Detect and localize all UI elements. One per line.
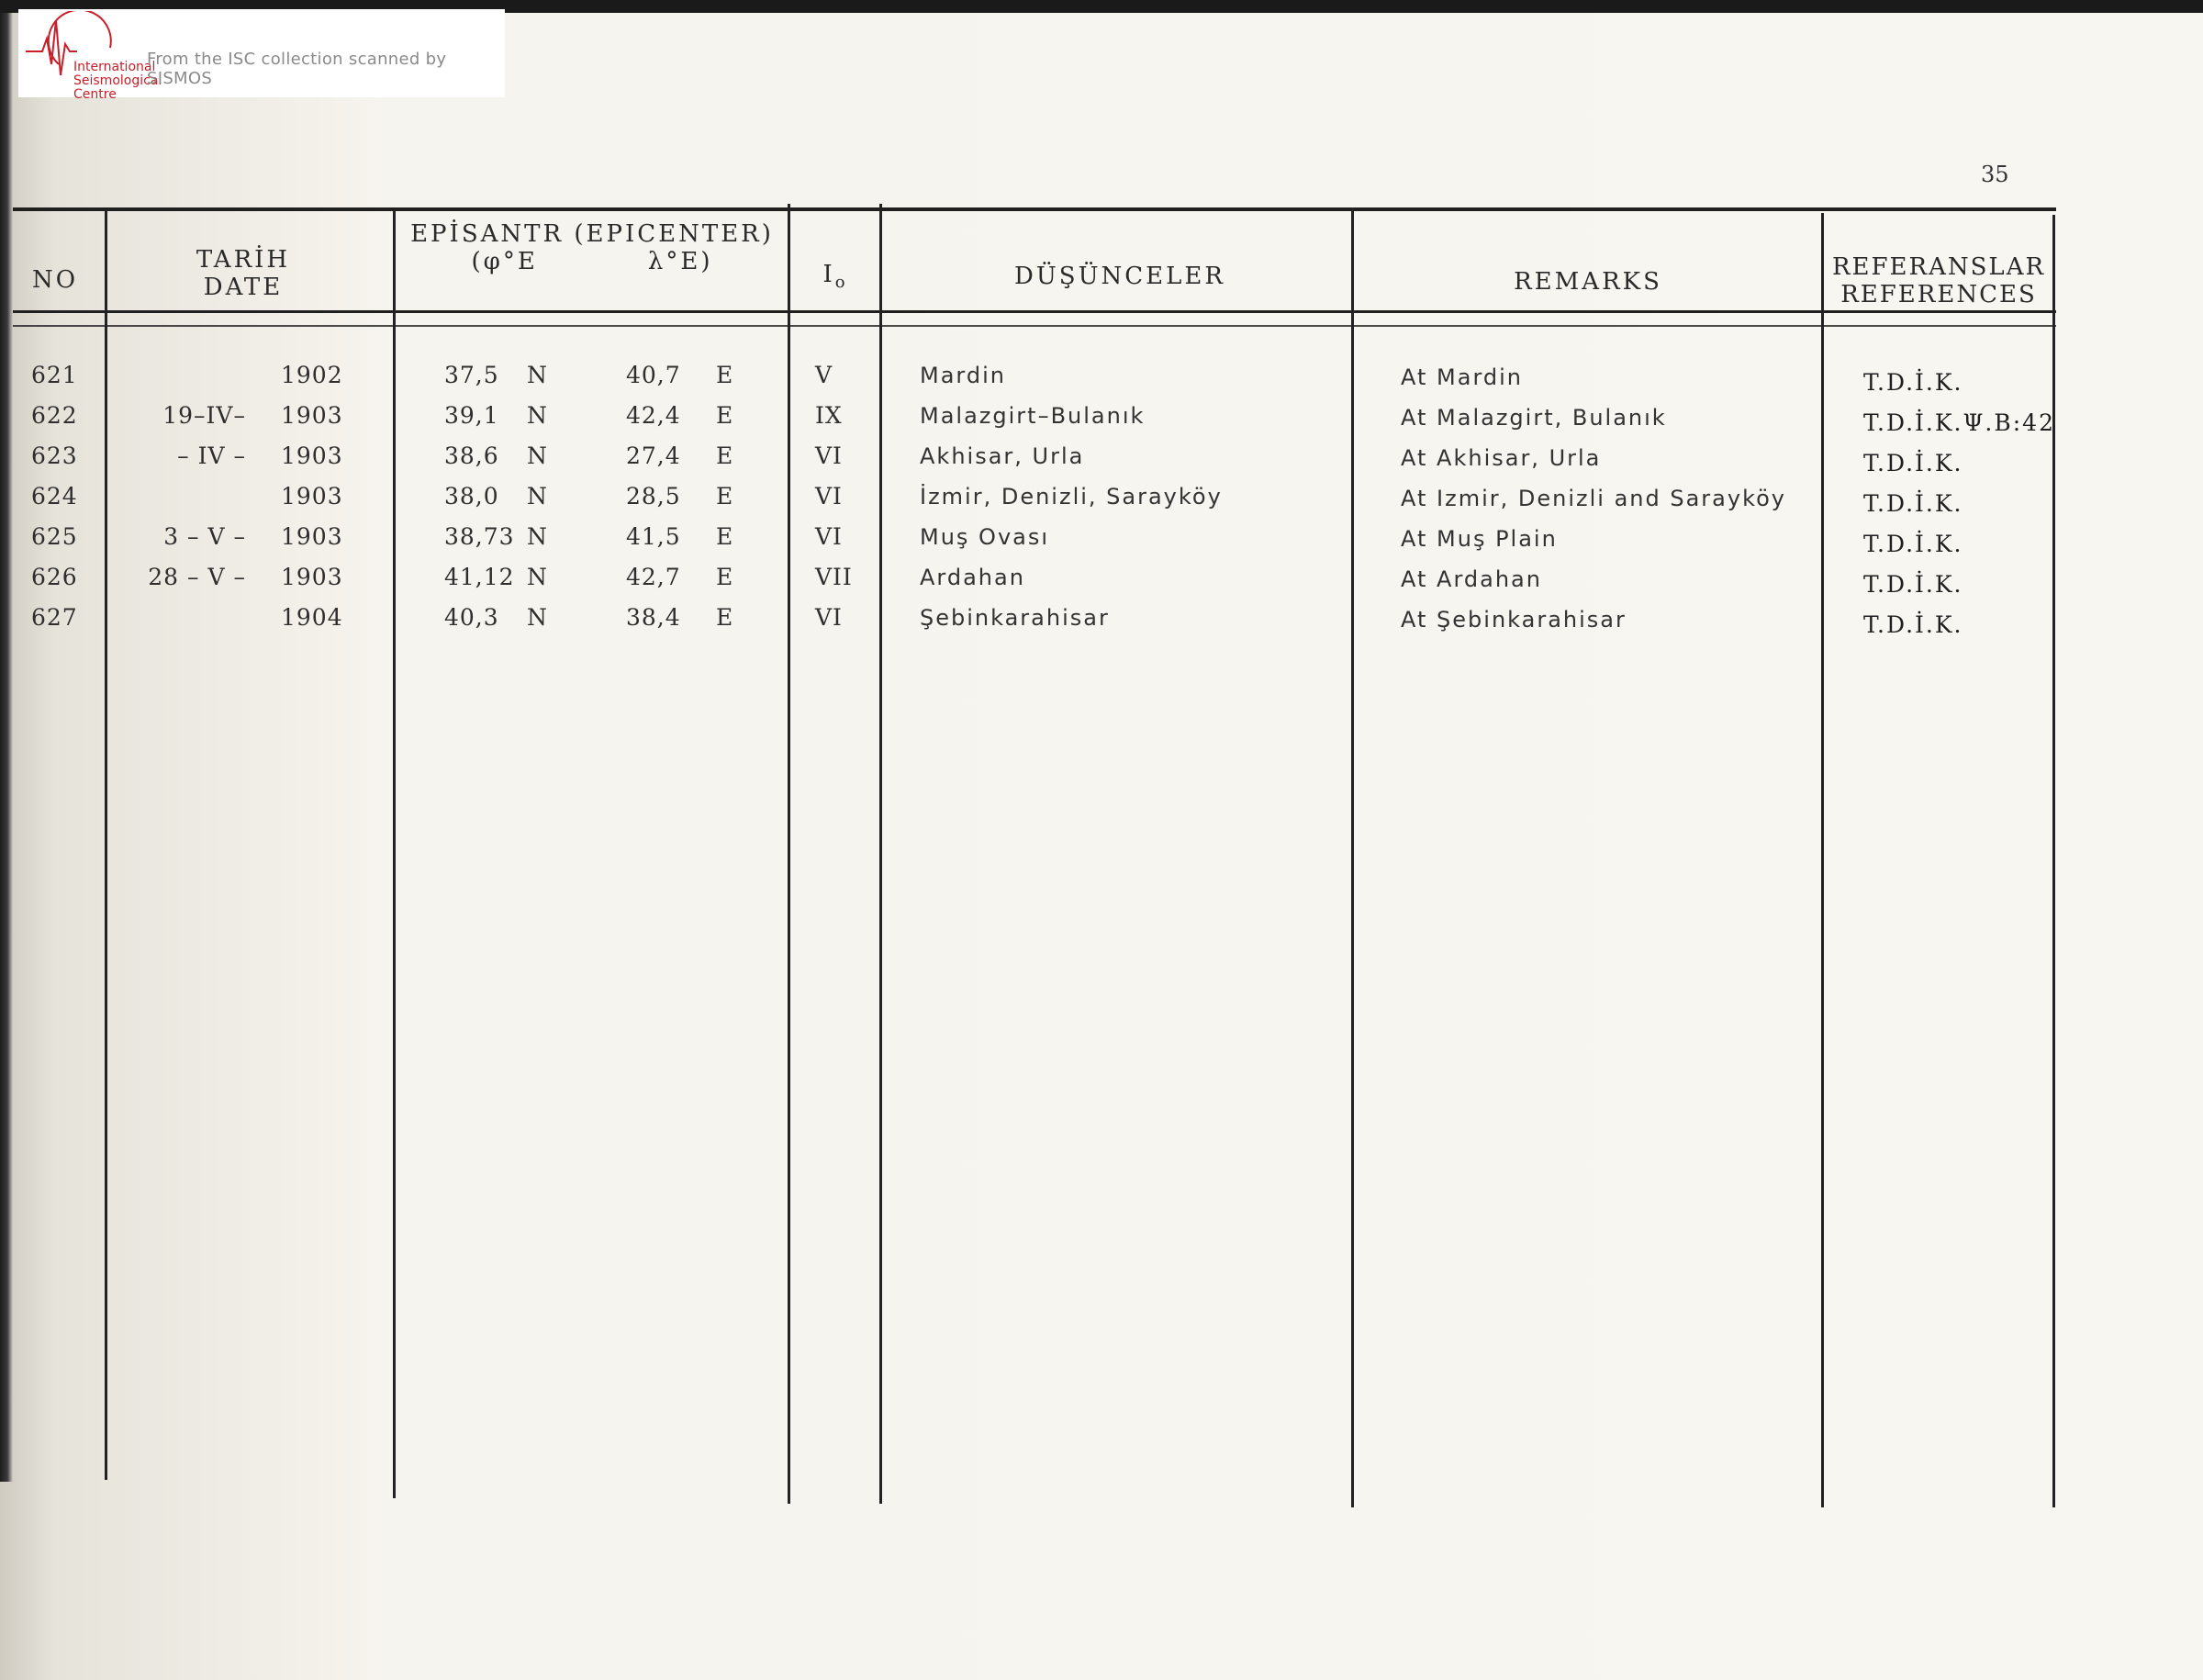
row-notes: Ardahan xyxy=(920,565,1025,590)
col-sep-notes xyxy=(1351,207,1354,1507)
row-no: 623 xyxy=(31,442,78,469)
row-year: 1903 xyxy=(281,483,343,510)
row-no: 624 xyxy=(31,483,78,510)
row-latitude-dir: N xyxy=(527,402,548,429)
row-latitude: 38,0 xyxy=(444,483,499,510)
header-epicenter-coords xyxy=(404,248,780,275)
row-longitude-dir: E xyxy=(716,402,734,429)
row-year: 1904 xyxy=(281,604,343,631)
row-reference: T.D.İ.K.Ψ.B:42 xyxy=(1863,409,2055,436)
row-remarks: At Şebinkarahisar xyxy=(1401,607,1627,633)
header-remarks xyxy=(1377,268,1799,296)
row-day-month: 28 – V – xyxy=(148,564,246,590)
row-year: 1903 xyxy=(281,442,343,469)
row-reference: T.D.İ.K. xyxy=(1863,571,1963,598)
row-latitude: 40,3 xyxy=(444,604,499,631)
col-sep-remarks xyxy=(1821,213,1824,1507)
header-date xyxy=(156,246,330,301)
row-latitude: 38,6 xyxy=(444,442,499,469)
col-sep-date xyxy=(393,209,396,1498)
row-longitude: 27,4 xyxy=(626,442,681,469)
row-intensity: VI xyxy=(815,523,843,550)
row-latitude-dir: N xyxy=(527,483,548,510)
row-day-month: 19–IV– xyxy=(162,402,246,429)
col-sep-no xyxy=(105,209,107,1480)
row-no: 622 xyxy=(31,402,78,429)
row-latitude-dir: N xyxy=(527,564,548,590)
page-number: 35 xyxy=(1981,162,2009,187)
row-intensity: IX xyxy=(815,402,843,429)
row-latitude: 39,1 xyxy=(444,402,499,429)
table-top-rule xyxy=(13,207,2056,211)
row-remarks: At Akhisar, Urla xyxy=(1401,445,1602,471)
row-intensity: VII xyxy=(815,564,853,590)
row-intensity: VI xyxy=(815,483,843,510)
header-refs-en: REFERENCES xyxy=(1840,281,2037,308)
header-no-label: NO xyxy=(31,266,79,294)
header-intensity-label: I xyxy=(822,261,835,288)
row-longitude: 42,7 xyxy=(626,564,681,590)
row-longitude: 40,7 xyxy=(626,362,681,388)
header-bottom-rule-2 xyxy=(13,325,2056,327)
row-year: 1903 xyxy=(281,523,343,550)
row-longitude-dir: E xyxy=(716,564,734,590)
row-year: 1903 xyxy=(281,564,343,590)
header-intensity-sub: o xyxy=(834,273,848,293)
row-remarks: At Mardin xyxy=(1401,364,1524,390)
row-no: 626 xyxy=(31,564,78,590)
row-longitude-dir: E xyxy=(716,604,734,631)
row-intensity: V xyxy=(815,362,833,388)
row-reference: T.D.İ.K. xyxy=(1863,611,1963,638)
header-notes-label: DÜŞÜNCELER xyxy=(1014,263,1225,290)
row-notes: Şebinkarahisar xyxy=(920,605,1110,631)
header-notes xyxy=(900,263,1340,290)
row-notes: İzmir, Denizli, Sarayköy xyxy=(920,484,1223,510)
row-longitude: 38,4 xyxy=(626,604,681,631)
header-no xyxy=(18,266,92,294)
row-notes: Malazgirt–Bulanık xyxy=(920,403,1146,429)
header-remarks-label: REMARKS xyxy=(1514,268,1662,296)
row-longitude-dir: E xyxy=(716,483,734,510)
row-notes: Muş Ovası xyxy=(920,524,1050,550)
row-latitude: 37,5 xyxy=(444,362,499,388)
header-epicenter xyxy=(404,220,780,275)
row-latitude: 38,73 xyxy=(444,523,515,550)
row-reference: T.D.İ.K. xyxy=(1863,450,1963,476)
row-longitude-dir: E xyxy=(716,442,734,469)
row-longitude-dir: E xyxy=(716,523,734,550)
row-reference: T.D.İ.K. xyxy=(1863,490,1963,517)
isc-org-line: Centre xyxy=(73,87,117,102)
row-day-month: 3 – V – xyxy=(163,523,246,550)
header-date-en: DATE xyxy=(203,274,284,301)
row-longitude-dir: E xyxy=(716,362,734,388)
header-bottom-rule xyxy=(13,310,2056,313)
header-lat-label: (φ°E xyxy=(471,248,538,275)
header-lon-label: λ°E) xyxy=(647,248,713,275)
row-latitude-dir: N xyxy=(527,523,548,550)
row-year: 1902 xyxy=(281,362,343,388)
scan-binding-edge xyxy=(0,13,13,1482)
row-intensity: VI xyxy=(815,442,843,469)
isc-org-line: International xyxy=(73,60,156,74)
col-sep-epicenter xyxy=(788,204,790,1504)
row-notes: Akhisar, Urla xyxy=(920,443,1085,469)
row-year: 1903 xyxy=(281,402,343,429)
row-reference: T.D.İ.K. xyxy=(1863,369,1963,396)
isc-org-line: Seismological xyxy=(73,73,162,88)
header-epicenter-title: EPİSANTR (EPICENTER) xyxy=(410,220,774,248)
row-longitude: 41,5 xyxy=(626,523,681,550)
header-refs-tr: REFERANSLAR xyxy=(1831,253,2046,281)
row-remarks: At Ardahan xyxy=(1401,566,1542,592)
row-remarks: At Muş Plain xyxy=(1401,526,1558,552)
row-latitude-dir: N xyxy=(527,604,548,631)
row-latitude: 41,12 xyxy=(444,564,515,590)
row-no: 625 xyxy=(31,523,78,550)
isc-watermark xyxy=(18,9,505,102)
header-intensity xyxy=(799,261,872,297)
row-latitude-dir: N xyxy=(527,442,548,469)
watermark-caption: From the ISC collection scanned by SISMOS xyxy=(147,50,447,88)
row-longitude: 28,5 xyxy=(626,483,681,510)
row-intensity: VI xyxy=(815,604,843,631)
row-latitude-dir: N xyxy=(527,362,548,388)
row-reference: T.D.İ.K. xyxy=(1863,531,1963,557)
row-no: 627 xyxy=(31,604,78,631)
row-no: 621 xyxy=(31,362,78,388)
header-references xyxy=(1828,253,2049,308)
col-sep-intensity xyxy=(879,204,882,1504)
row-notes: Mardin xyxy=(920,363,1006,388)
row-day-month: – IV – xyxy=(177,442,246,469)
row-longitude: 42,4 xyxy=(626,402,681,429)
header-date-tr: TARİH xyxy=(196,246,291,274)
row-remarks: At Izmir, Denizli and Sarayköy xyxy=(1401,486,1786,511)
row-remarks: At Malazgirt, Bulanık xyxy=(1401,405,1667,431)
